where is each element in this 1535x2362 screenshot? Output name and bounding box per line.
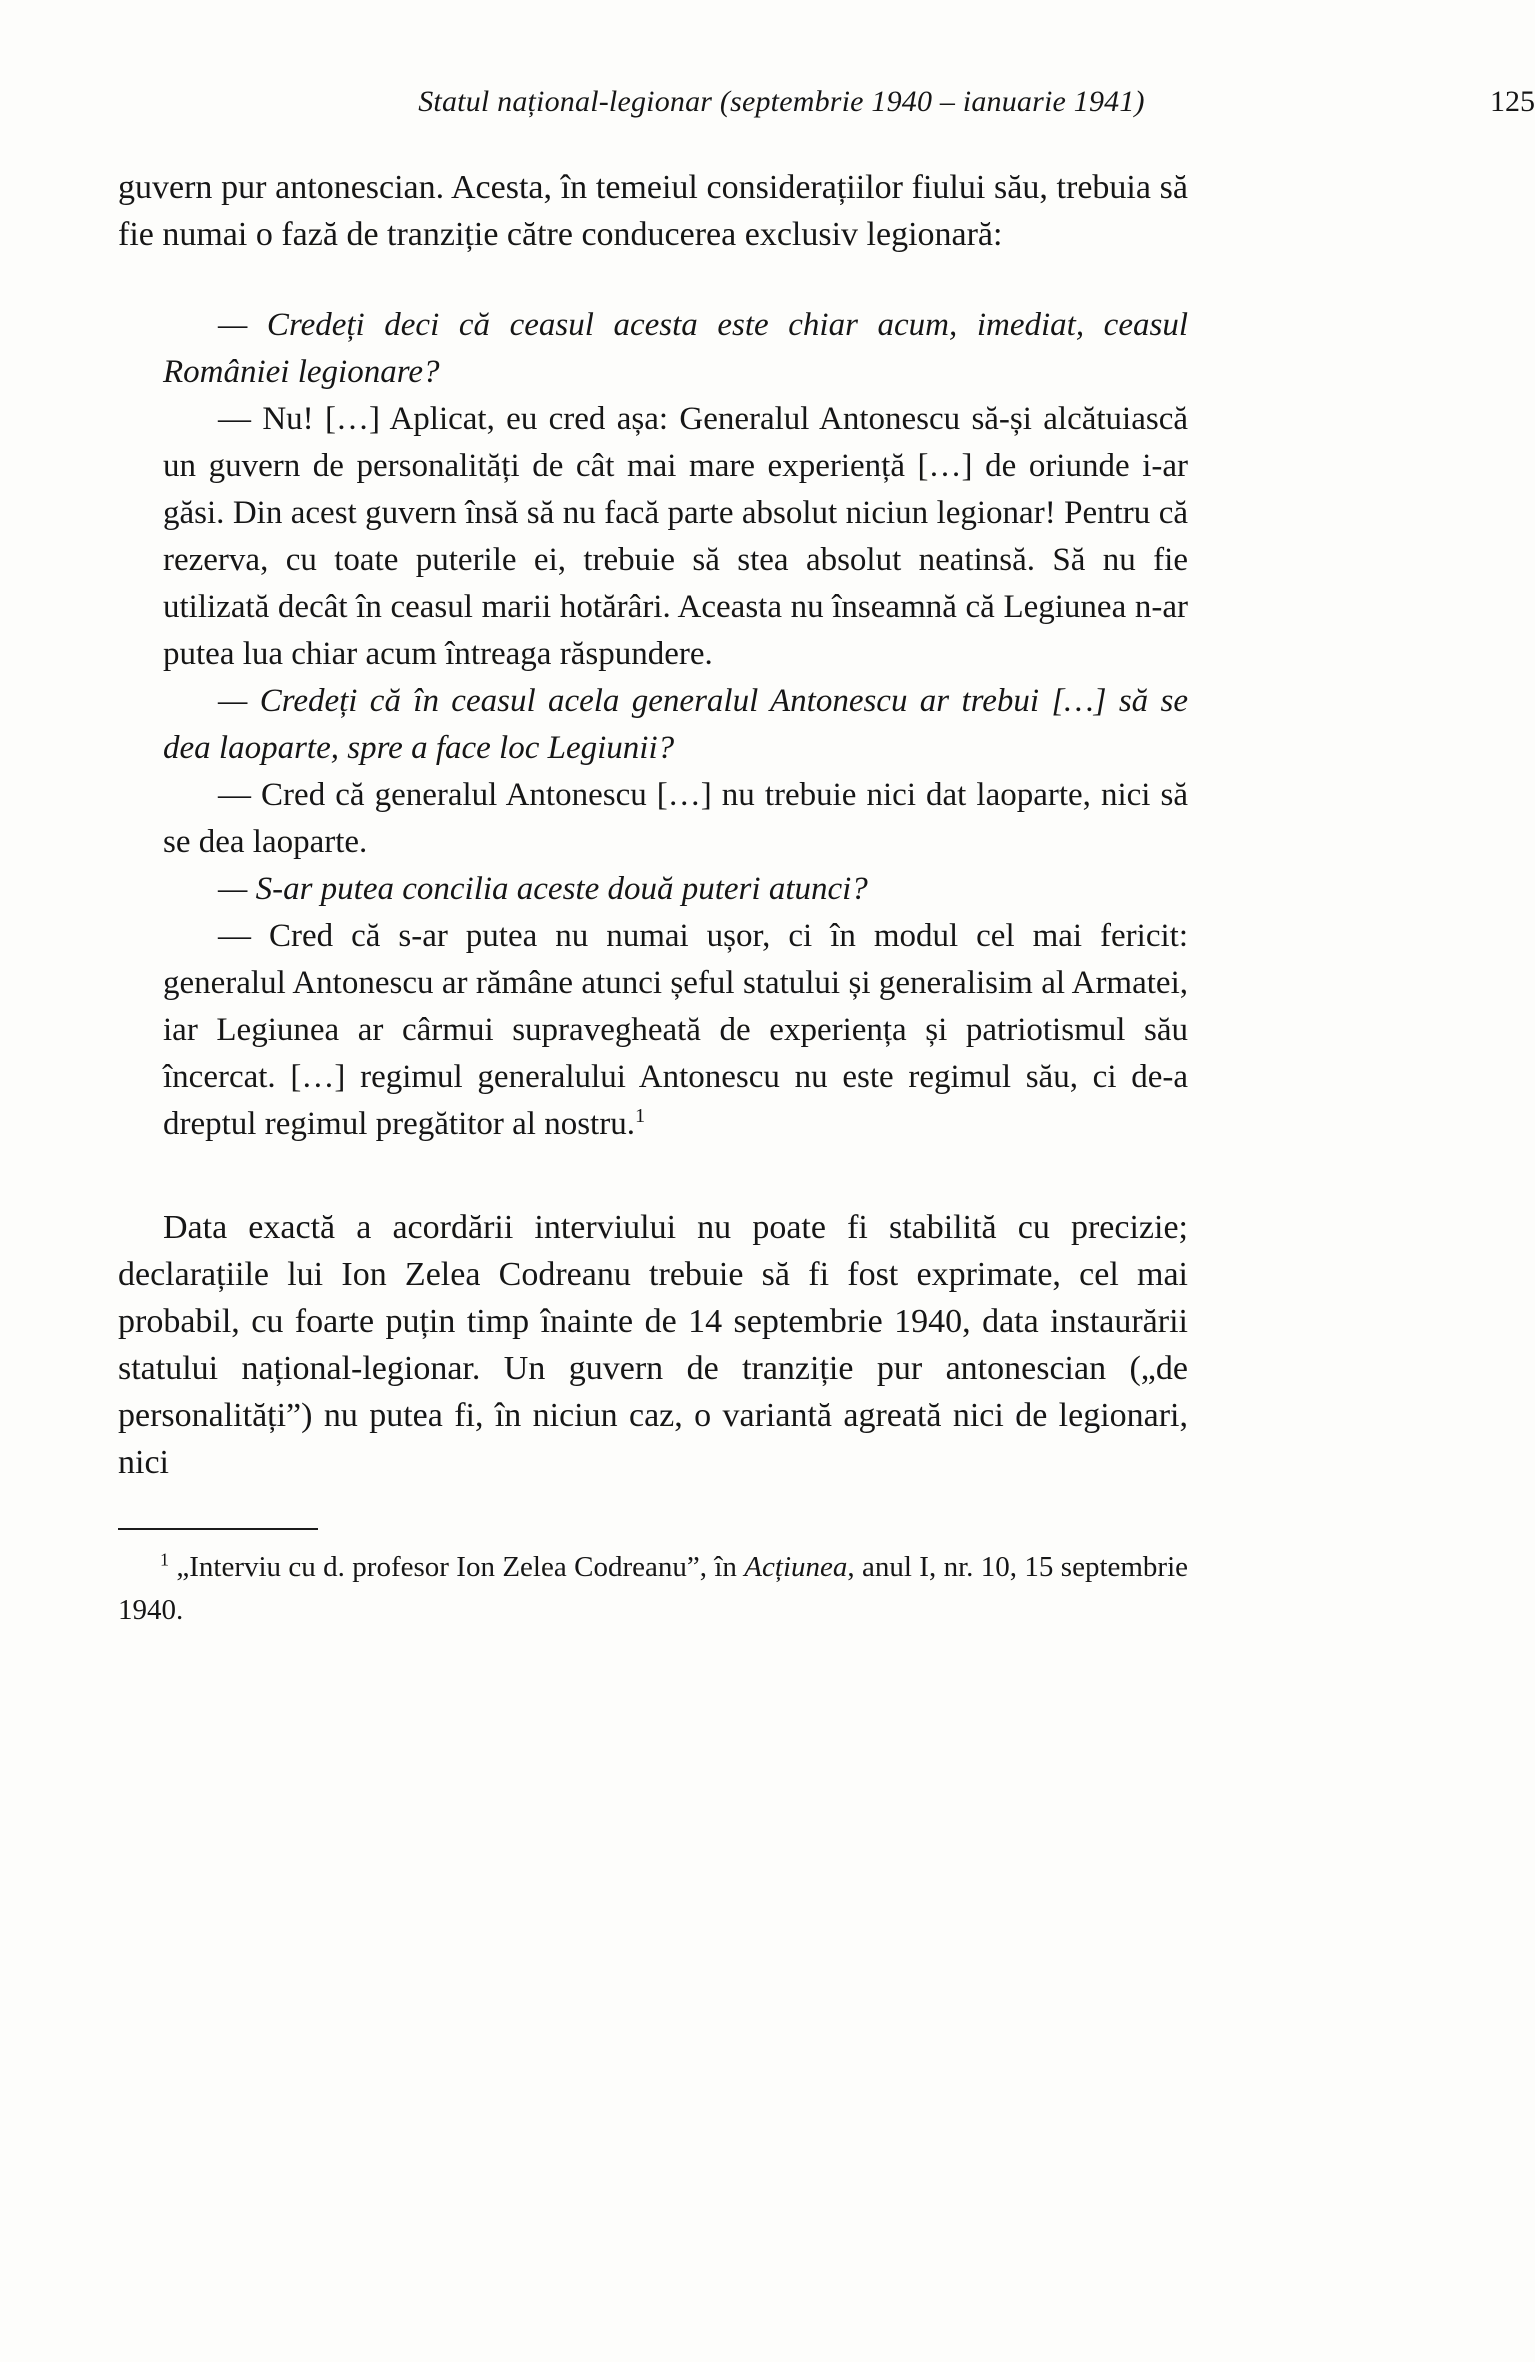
quote-answer-2: — Cred că generalul Antonescu […] nu trebuie nici dat laoparte, nici să se dea laoparte.: [163, 777, 1188, 860]
interview-quote: [163, 302, 1188, 1148]
footnote-area: [118, 1528, 1188, 1632]
quote-answer-3: [163, 913, 1188, 1148]
footnote-text-lead: „Interviu cu d. profesor Ion Zelea Codreanu”, în: [176, 1551, 745, 1583]
paragraph-closing: Data exactă a acordării interviului nu poate fi stabilită cu precizie; declarațiile lui Ion Zelea Codreanu trebuie să fi fost exprimate, cel mai probabil, cu foarte puțin timp înainte de 14 septembrie 1940, data instaurării statului național-legionar. Un guvern de tranziție pur antonescian („de personalități”) nu putea fi, în niciun caz, o variantă agreată nici de legionari, nici: [118, 1209, 1188, 1481]
quote-answer-1: — Nu! […] Aplicat, eu cred așa: Generalul Antonescu să-și alcătuiască un guvern de personalități de cât mai mare experiență […] de oriunde i-ar găsi. Din acest guvern însă să nu facă parte absolut niciun legionar! Pentru că rezerva, cu toate puterile ei, trebuie să stea absolut neatinsă. Să nu fie utilizată decât în ceasul marii hotărâri. Aceasta nu înseamnă că Legiunea n-ar putea lua chiar acum întreaga răspundere.: [163, 401, 1188, 672]
quote-question-3: — S-ar putea concilia aceste două puteri atunci?: [218, 871, 868, 907]
footnote-separator-rule: [118, 1528, 318, 1530]
quote-question-1: — Credeți deci că ceasul acesta este chiar acum, imediat, ceasul României legionare?: [163, 307, 1188, 390]
footnote-marker: 1: [160, 1549, 169, 1570]
running-title: Statul național-legionar (septembrie 1940 – ianuarie 1941): [418, 85, 1145, 118]
page-body: [118, 164, 1188, 1632]
footnote-journal-title: Acțiunea: [744, 1551, 848, 1583]
paragraph-opening: guvern pur antonescian. Acesta, în temeiul considerațiilor fiului său, trebuia să fie numai o fază de tranziție către conducerea exclusiv legionară:: [118, 169, 1188, 253]
running-head: [118, 82, 1535, 122]
footnote-text: [118, 1546, 1188, 1632]
quote-answer-3-text: — Cred că s-ar putea nu numai ușor, ci în modul cel mai fericit: generalul Antonescu ar rămâne atunci șeful statului și generalisim al Armatei, iar Legiunea ar cârmui supravegheată de experiența și patriotismul său încercat. […] regimul generalului Antonescu nu este regimul său, ci de-a dreptul regimul pregătitor al nostru.: [163, 918, 1188, 1142]
footnote-reference: 1: [634, 1105, 646, 1127]
footnote-text-tail: , anul I, nr. 10, 15 septembrie 1940.: [118, 1551, 1189, 1626]
page-number: 125: [1490, 85, 1535, 118]
quote-question-2: — Credeți că în ceasul acela generalul Antonescu ar trebui […] să se dea laoparte, spre a face loc Legiunii?: [163, 683, 1188, 766]
